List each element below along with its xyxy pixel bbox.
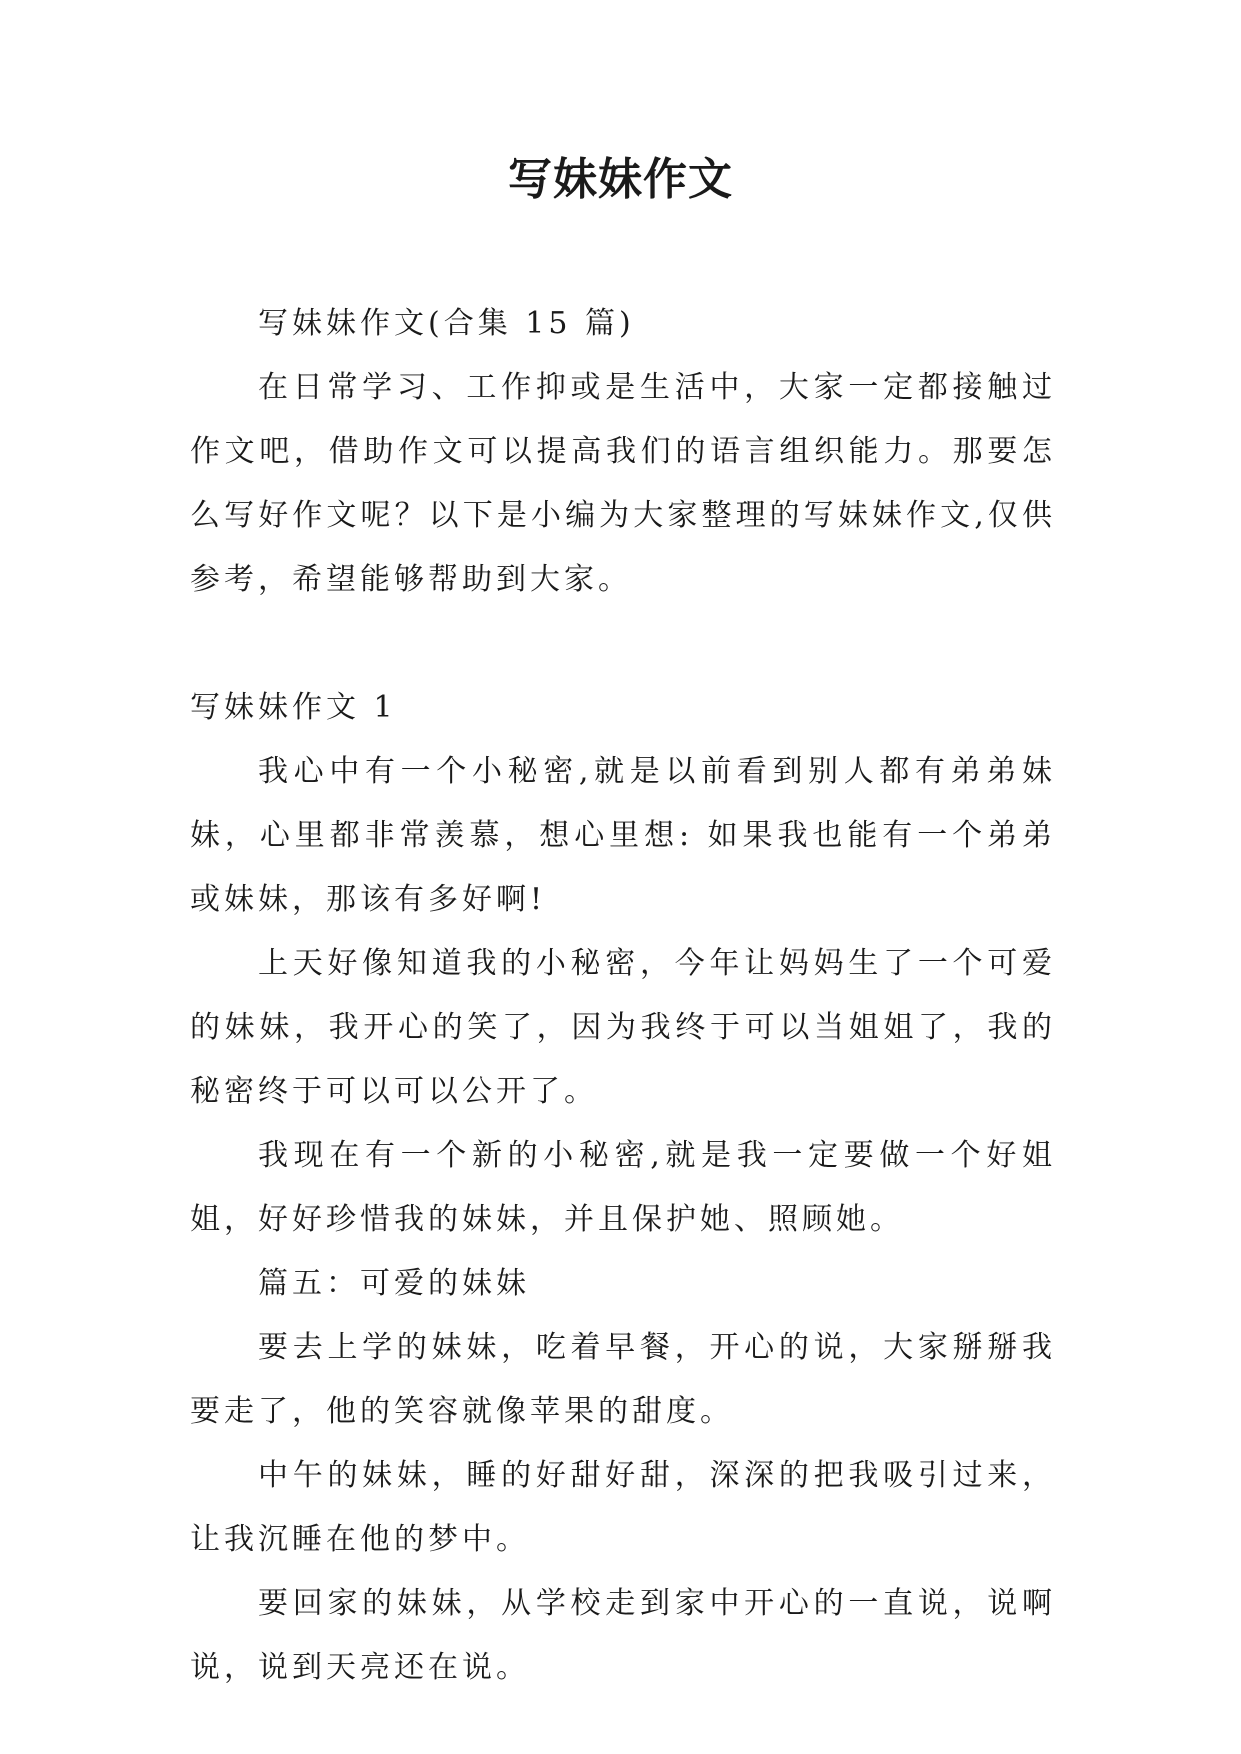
body-paragraph: 上天好像知道我的小秘密，今年让妈妈生了一个可爱的妹妹，我开心的笑了，因为我终于可以当姐姐了，我的秘密终于可以可以公开了。: [190, 946, 1056, 1109]
body-paragraph: 要去上学的妹妹，吃着早餐，开心的说，大家掰掰我要走了，他的笑容就像苹果的甜度。: [190, 1330, 1056, 1429]
collection-subtitle: 写妹妹作文(合集 15 篇): [258, 306, 635, 341]
document-body: [190, 292, 1056, 1700]
intro-paragraph: 在日常学习、工作抑或是生活中，大家一定都接触过作文吧，借助作文可以提高我们的语言组织能力。那要怎么写好作文呢？以下是小编为大家整理的写妹妹作文,仅供参考，希望能够帮助到大家。: [190, 370, 1056, 597]
body-paragraph: 我心中有一个小秘密,就是以前看到别人都有弟弟妹妹，心里都非常羡慕，想心里想: 如果我也能有一个弟弟或妹妹，那该有多好啊!: [190, 754, 1056, 917]
document-title: 写妹妹作文: [508, 154, 733, 205]
section-spacer: [190, 612, 1056, 676]
body-paragraph: 中午的妹妹，睡的好甜好甜，深深的把我吸引过来，让我沉睡在他的梦中。: [190, 1458, 1056, 1557]
subsection-heading: 篇五：可爱的妹妹: [258, 1266, 530, 1301]
section-heading: 写妹妹作文 1: [190, 690, 397, 725]
body-paragraph: 我现在有一个新的小秘密,就是我一定要做一个好姐姐，好好珍惜我的妹妹，并且保护她、照顾她。: [190, 1138, 1056, 1237]
body-paragraph: 要回家的妹妹，从学校走到家中开心的一直说，说啊说，说到天亮还在说。: [190, 1586, 1056, 1685]
